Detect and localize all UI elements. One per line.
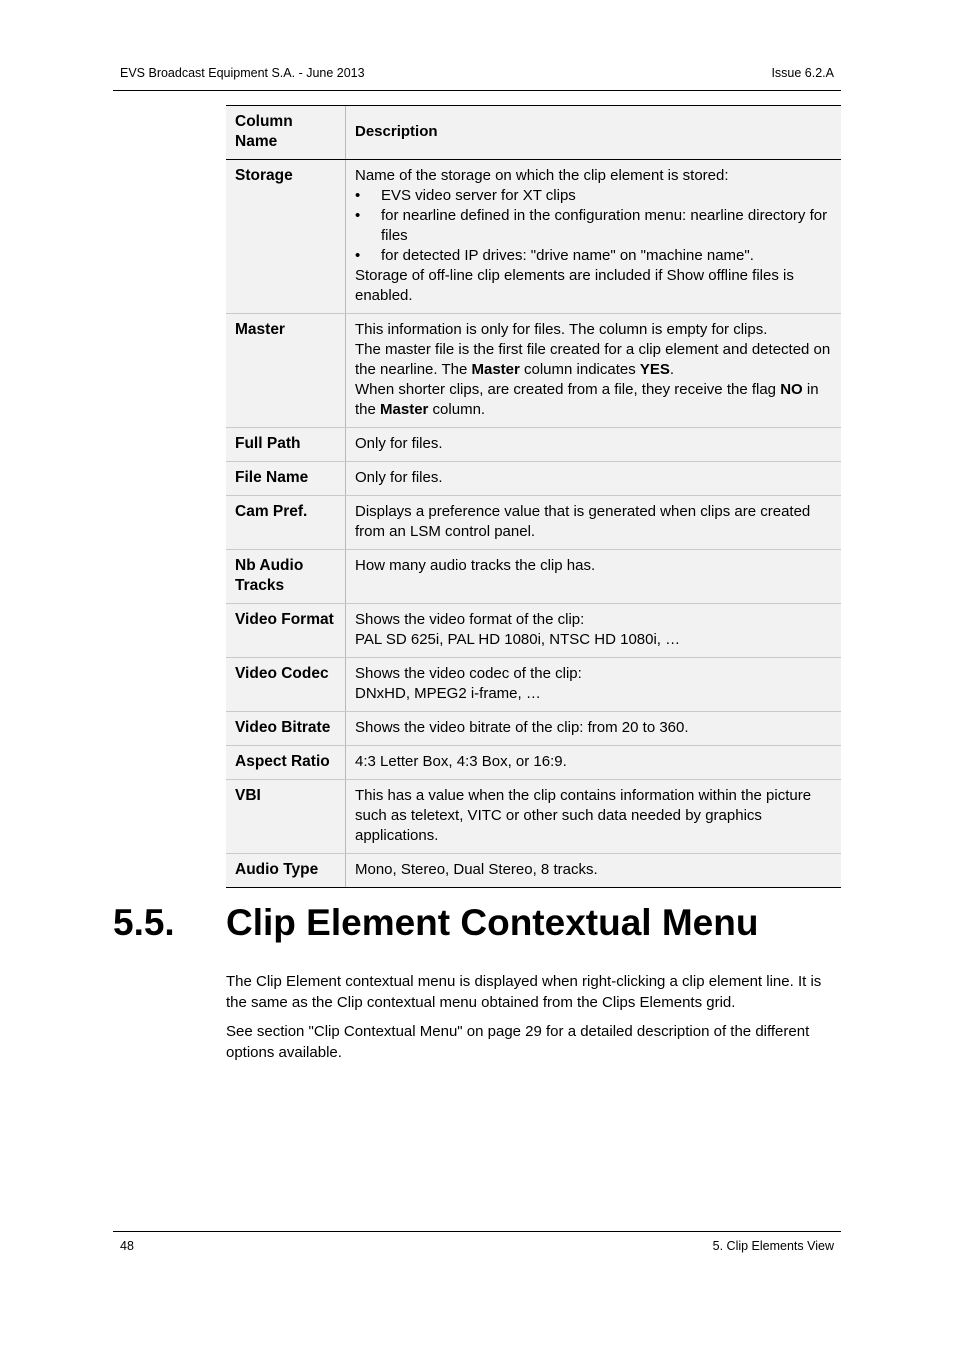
- section-title: Clip Element Contextual Menu: [226, 902, 759, 943]
- table-row-nb-audio-tracks: [226, 550, 841, 604]
- page-number: 48: [120, 1239, 134, 1253]
- column-description-table: [226, 105, 841, 888]
- row-description: This has a value when the clip contains information within the picture such as teletext, VITC or other such data needed by graphics applications.: [355, 787, 812, 844]
- table-header-row: [226, 106, 841, 160]
- bullet-item: • for nearline defined in the configuration menu: nearline directory for files: [355, 207, 828, 244]
- row-name: VBI: [226, 780, 346, 853]
- table-row-vbi: [226, 780, 841, 854]
- row-name: File Name: [226, 462, 346, 495]
- table-row-video-bitrate: [226, 712, 841, 746]
- table-row-video-codec: [226, 658, 841, 712]
- paragraph-intro: The Clip Element contextual menu is displayed when right-clicking a clip element line. It is the same as the Clip contextual menu obtained from the Clips Elements grid.: [226, 973, 822, 1011]
- bullet-item: • for detected IP drives: "drive name" on "machine name".: [355, 247, 754, 264]
- footer-chapter: 5. Clip Elements View: [712, 1239, 834, 1253]
- row-name: Master: [226, 314, 346, 427]
- row-name: Full Path: [226, 428, 346, 461]
- row-description: Displays a preference value that is generated when clips are created from an LSM control panel.: [355, 503, 811, 540]
- table-row-cam-pref: [226, 496, 841, 550]
- table-row-audio-type: [226, 854, 841, 887]
- row-description: 4:3 Letter Box, 4:3 Box, or 16:9.: [355, 753, 567, 770]
- table-row-video-format: [226, 604, 841, 658]
- table-row-aspect-ratio: [226, 746, 841, 780]
- header-publisher: EVS Broadcast Equipment S.A. - June 2013: [120, 66, 365, 80]
- row-name: Nb Audio Tracks: [226, 550, 346, 603]
- bullet-glyph: •: [355, 247, 361, 264]
- column-name-header: Column Name: [226, 106, 346, 159]
- row-name: Storage: [226, 160, 346, 313]
- table-row-master: [226, 314, 841, 428]
- row-name: Cam Pref.: [226, 496, 346, 549]
- row-description: Mono, Stereo, Dual Stereo, 8 tracks.: [355, 861, 598, 878]
- row-name: Video Bitrate: [226, 712, 346, 745]
- bullet-glyph: •: [355, 187, 361, 204]
- row-description: Shows the video format of the clip: PAL SD 625i, PAL HD 1080i, NTSC HD 1080i, …: [355, 611, 681, 648]
- section-number: 5.5.: [113, 902, 175, 943]
- description-header: Description: [355, 123, 438, 140]
- table-row-full-path: [226, 428, 841, 462]
- header-issue: Issue 6.2.A: [771, 66, 834, 80]
- table-row-file-name: [226, 462, 841, 496]
- row-description: How many audio tracks the clip has.: [355, 557, 596, 574]
- row-name: Aspect Ratio: [226, 746, 346, 779]
- row-description: Shows the video bitrate of the clip: from 20 to 360.: [355, 719, 689, 736]
- bullet-glyph: •: [355, 207, 361, 224]
- row-description: Name of the storage on which the clip element is stored: • EVS video server for XT clips • for nearline defined in the configuration menu: nearline directory for files • for detected IP drives: "drive name" on "machine name". Storage of off-line clip elements are included if Show offline files is enabled.: [346, 160, 841, 313]
- row-description: Only for files.: [355, 435, 443, 452]
- page-footer: [113, 1231, 841, 1256]
- bullet-item: • EVS video server for XT clips: [355, 187, 576, 204]
- row-description: Only for files.: [355, 469, 443, 486]
- row-name: Audio Type: [226, 854, 346, 887]
- table-row-storage: [226, 160, 841, 314]
- row-name: Video Codec: [226, 658, 346, 711]
- row-description: Shows the video codec of the clip: DNxHD, MPEG2 i-frame, …: [355, 665, 582, 702]
- row-description: This information is only for files. The column is empty for clips. The master file is the first file created for a clip element and detected on the nearline. The Master column indicates YES. When shorter clips, are created from a file, they receive the flag NO in the Master column.: [355, 321, 831, 418]
- paragraph-reference: See section "Clip Contextual Menu" on page 29 for a detailed description of the different options available.: [226, 1023, 810, 1061]
- page-header: [113, 64, 841, 91]
- row-name: Video Format: [226, 604, 346, 657]
